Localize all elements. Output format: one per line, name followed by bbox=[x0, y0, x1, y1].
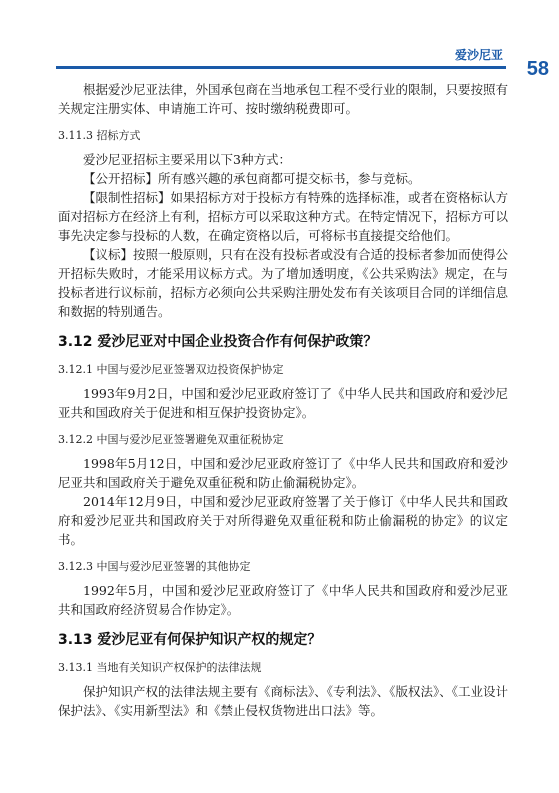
page-number: 58 bbox=[526, 58, 549, 80]
section-heading: 3.13 爱沙尼亚有何保护知识产权的规定？ bbox=[58, 632, 322, 648]
subsection-heading: 3.11.3 招标方式 bbox=[58, 129, 141, 142]
paragraph: 保护知识产权的法律法规主要有《商标法》、《专利法》、《版权法》、《工业设计保护法》、《实用新型法》和《禁止侵权货物进出口法》等。 bbox=[58, 684, 509, 718]
section-heading: 3.12 爱沙尼亚对中国企业投资合作有何保护政策？ bbox=[58, 334, 378, 350]
paragraph: 【公开招标】所有感兴趣的承包商都可提交标书，参与竞标。 bbox=[83, 171, 421, 186]
paragraph: 1998年5月12日，中国和爱沙尼亚政府签订了《中华人民共和国政府和爱沙尼亚共和国政府关于避免双重征税和防止偷漏税协定》。 bbox=[58, 456, 508, 490]
paragraph: 1993年9月2日，中国和爱沙尼亚政府签订了《中华人民共和国政府和爱沙尼亚共和国政府关于促进和相互保护投资协定》。 bbox=[58, 386, 508, 420]
subsection-heading: 3.12.2 中国与爱沙尼亚签署避免双重征税协定 bbox=[58, 433, 284, 446]
subsection-heading: 3.12.3 中国与爱沙尼亚签署的其他协定 bbox=[58, 560, 251, 573]
header-rule bbox=[56, 66, 506, 69]
paragraph: 2014年12月9日，中国和爱沙尼亚政府签署了关于修订《中华人民共和国政府和爱沙尼亚共和国政府关于对所得避免双重征税和防止偷漏税的协定》的议定书。 bbox=[58, 494, 508, 547]
paragraph: 爱沙尼亚招标主要采用以下3种方式： bbox=[83, 152, 291, 167]
paragraph: 【限制性招标】如果招标方对于投标方有特殊的选择标准，或者在资格标认方面对招标方在经济上有利，招标方可以采取这种方式。在特定情况下，招标方可以事先决定参与投标的人数，在确定资格以后，可将标书直接提交给他们。 bbox=[58, 190, 509, 243]
subsection-heading: 3.12.1 中国与爱沙尼亚签署双边投资保护协定 bbox=[58, 363, 284, 376]
running-header-title: 爱沙尼亚 bbox=[454, 48, 503, 62]
paragraph: 【议标】按照一般原则，只有在没有投标者或没有合适的投标者参加而使得公开招标失败时，才能采用议标方式。为了增加透明度，《公共采购法》规定，在与投标者进行议标前，招标方必须向公共采购注册处发布有关该项目合同的详细信息和数据的特别通告。 bbox=[58, 247, 509, 319]
page-body bbox=[58, 80, 508, 720]
paragraph: 根据爱沙尼亚法律，外国承包商在当地承包工程不受行业的限制，只要按照有关规定注册实体、申请施工许可、按时缴纳税费即可。 bbox=[58, 82, 509, 116]
paragraph: 1992年5月，中国和爱沙尼亚政府签订了《中华人民共和国政府和爱沙尼亚共和国政府经济贸易合作协定》。 bbox=[58, 583, 508, 617]
subsection-heading: 3.13.1 当地有关知识产权保护的法律法规 bbox=[58, 661, 262, 674]
